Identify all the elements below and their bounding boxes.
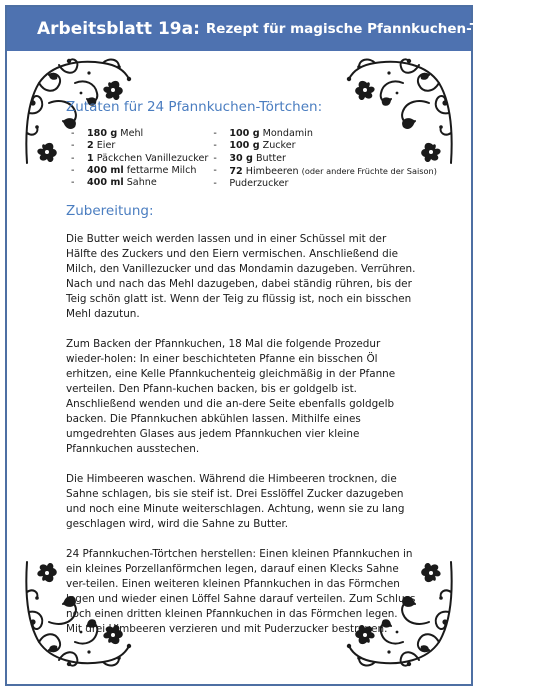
ingredients-heading: Zutaten für 24 Pfannkuchen-Törtchen: xyxy=(66,99,323,115)
title-bar xyxy=(7,7,536,51)
ingredient-item: - 400 ml fettarme Milch xyxy=(66,165,208,177)
preparation-paragraph: Die Butter weich werden lassen und in einer Schüssel mit der Hälfte des Zuckers und den Eiern vermischen. Anschließend die Milch, den Vanillezucker und das Mondamin dazugeben. Verrühren. Nach und nach das Mehl dazugeben, dabei ständig rühren, bis der Teig schön glatt ist. Wenn der Teig zu flüssig ist, noch ein bisschen Mehl dazutun. xyxy=(66,233,416,321)
ingredients-column-left xyxy=(66,128,208,190)
ingredient-item: - 72 Himbeeren (oder andere Früchte der Saison) xyxy=(208,165,437,178)
ingredient-item: - 2 Eier xyxy=(66,140,208,152)
ingredient-item: - 180 g Mehl xyxy=(66,128,208,140)
ingredient-item: - 100 g Zucker xyxy=(208,140,437,152)
preparation-paragraph: 24 Pfannkuchen-Törtchen herstellen: Einen kleinen Pfannkuchen in ein kleines Porzellanförmchen legen, darauf einen Klecks Sahne ver-teilen. Einen weiteren kleinen Pfannkuchen in das Förmchen legen und wieder einen Löffel Sahne darauf verteilen. Zum Schluss noch einen dritten kleinen Pfannkuchen in das Förmchen legen. Mit drei Himbeeren verzieren und mit Puderzucker bestreuen. xyxy=(66,548,416,636)
ingredient-item: - 30 g Butter xyxy=(208,153,437,165)
recipe-title: Rezept für magische Pfannkuchen-Törtchen xyxy=(205,21,536,37)
preparation-paragraph: Die Himbeeren waschen. Während die Himbeeren trocknen, die Sahne schlagen, bis sie steif ist. Drei Esslöffel Zucker dazugeben und noch eine Minute weiterschlagen. Achtung, wenn sie zu lang geschlagen wird, wird die Sahne zu Butter. xyxy=(66,473,405,531)
ingredient-item: - 1 Päckchen Vanillezucker xyxy=(66,153,208,165)
ingredients-column-right xyxy=(208,128,437,190)
ingredient-item: - Puderzucker xyxy=(208,178,437,190)
ingredient-note: (oder andere Früchte der Saison) xyxy=(301,165,437,176)
worksheet-title: Arbeitsblatt 19a: xyxy=(37,19,200,39)
ingredient-item: - 400 ml Sahne xyxy=(66,177,208,189)
recipe-content xyxy=(66,98,437,652)
ingredient-item: - 100 g Mondamin xyxy=(208,128,437,140)
preparation-heading: Zubereitung: xyxy=(66,203,154,220)
ingredients-list xyxy=(66,128,437,190)
preparation-paragraph: Zum Backen der Pfannkuchen, 18 Mal die folgende Prozedur wieder-holen: In einer beschichteten Pfanne ein bisschen Öl erhitzen, eine Kelle Pfannkuchenteig gleichmäßig in der Pfanne verteilen. Den Pfann-kuchen backen, bis er goldgelb ist. Anschließend wenden und die an-dere Seite ebenfalls goldgelb backen. Die Pfannkuchen abkühlen lassen. Mithilfe eines umgedrehten Glases aus jedem Pfannkuchen vier kleine Pfannkuchen ausstechen. xyxy=(66,338,396,456)
